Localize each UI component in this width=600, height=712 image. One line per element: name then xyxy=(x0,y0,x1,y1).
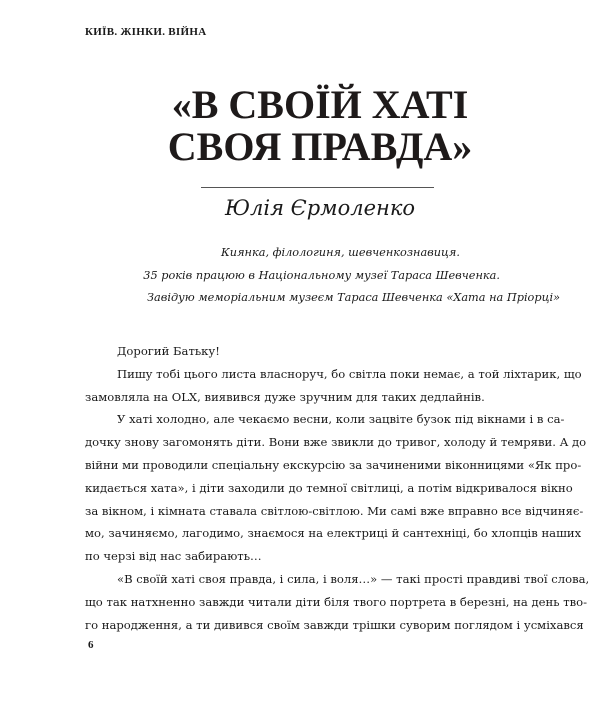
body-line: У хаті холодно, але чекаємо весни, коли зацвіте бузок під вікнами і в са- xyxy=(117,412,565,427)
title-line-1: «В СВОЇЙ ХАТІ xyxy=(171,82,469,127)
bio-line: Завідую меморіальним музеєм Тараса Шевченка «Хата на Пріорці» xyxy=(147,291,560,304)
body-line: за вікном, і кімната ставала світлою-світлою. Ми самі вже вправно все відчиняє- xyxy=(85,503,584,518)
body-line: кидається хата», і діти заходили до темної світлиці, а потім відкривалося вікно xyxy=(85,480,573,495)
body-line: що так натхненно завжди читали діти біля твого портрета в березні, на день тво- xyxy=(85,594,588,609)
body-line: го народження, а ти дивився своїм завжди трішки суворим поглядом і усміхався xyxy=(85,617,584,632)
body-line: війни ми проводили спеціальну екскурсію за зачиненими віконницями «Як про- xyxy=(85,457,582,472)
page-number: 6 xyxy=(88,639,94,651)
body-line: дочку знову загомонять діти. Вони вже звикли до тривог, холоду й темряви. А до xyxy=(85,435,587,450)
title-divider xyxy=(201,187,434,188)
article-title xyxy=(120,84,520,168)
body-line: мо, зачиняємо, лагодимо, знаємося на електриці й сантехніці, бо хлопців наших xyxy=(85,526,582,541)
running-head: КИЇВ. ЖІНКИ. ВІЙНА xyxy=(85,26,207,38)
salutation: Дорогий Батьку! xyxy=(117,344,220,358)
body-line: замовляла на OLX, виявився дуже зручним для таких дедлайнів. xyxy=(85,389,485,404)
author-name: Юлія Єрмоленко xyxy=(224,196,416,220)
body-line: по черзі від нас забирають… xyxy=(85,549,262,564)
letter-body xyxy=(85,340,590,636)
body-line: «В своїй хаті своя правда, і сила, і воля…» — такі прості правдиві твої слова, xyxy=(117,571,590,586)
bio-line: 35 років працюю в Національному музеї Тараса Шевченка. xyxy=(143,268,500,282)
author-bio xyxy=(60,242,560,310)
title-line-2: СВОЯ ПРАВДА» xyxy=(167,124,473,169)
bio-line: Киянка, філологиня, шевченкознавиця. xyxy=(221,246,460,259)
body-line: Пишу тобі цього листа власноруч, бо світла поки немає, а той ліхтарик, що xyxy=(117,366,582,381)
